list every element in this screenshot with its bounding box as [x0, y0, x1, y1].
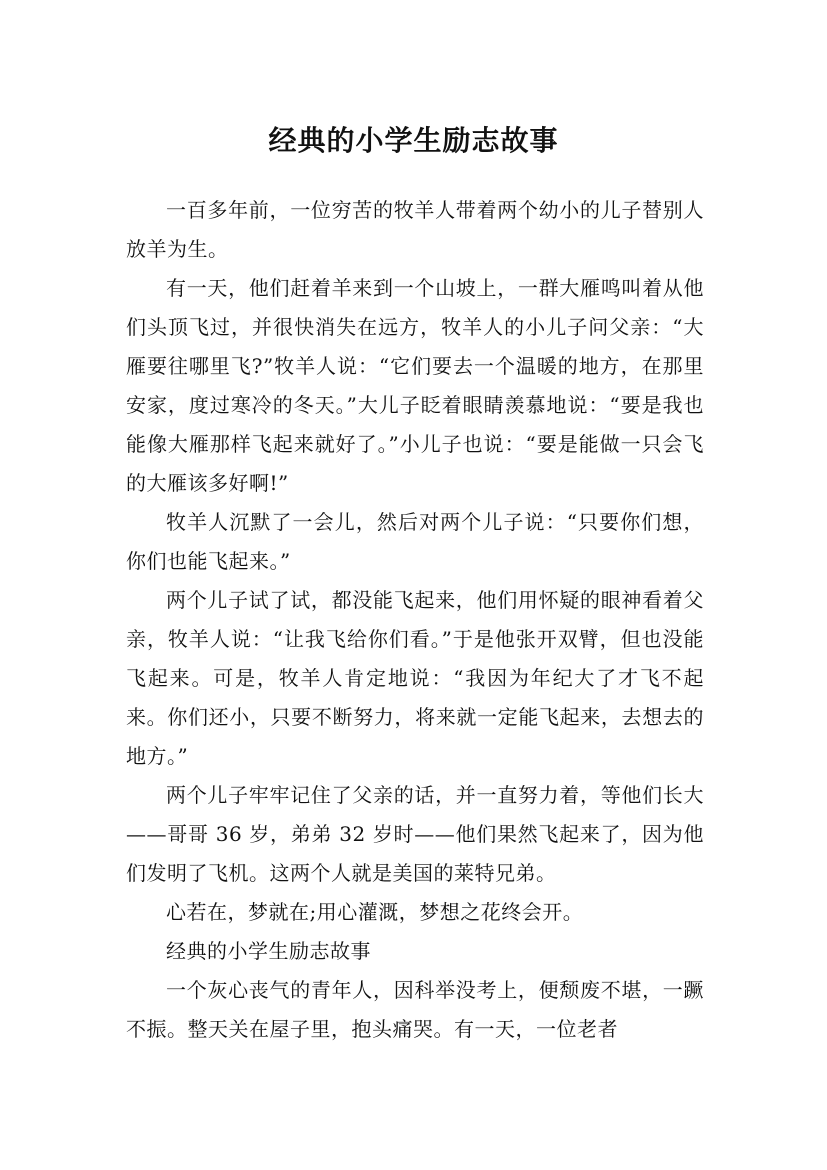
paragraph: 一个灰心丧气的青年人，因科举没考上，便颓废不堪，一蹶不振。整天关在屋子里，抱头痛哭。有一天，一位老者 [126, 978, 704, 1041]
paragraph: 心若在，梦就在;用心灌溉，梦想之花终会开。 [166, 900, 584, 924]
paragraph: 有一天，他们赶着羊来到一个山坡上，一群大雁鸣叫着从他们头顶飞过，并很快消失在远方，牧羊人的小儿子问父亲：“大雁要往哪里飞?”牧羊人说：“它们要去一个温暖的地方，在那里安家，度过寒冷的冬天。”大儿子眨着眼睛羡慕地说：“要是我也能像大雁那样飞起来就好了。”小儿子也说：“要是能做一只会飞的大雁该多好啊!” [126, 276, 704, 495]
paragraph: 牧羊人沉默了一会儿，然后对两个儿子说：“只要你们想，你们也能飞起来。” [126, 510, 704, 573]
section-heading: 经典的小学生励志故事 [166, 939, 371, 963]
document-body [126, 191, 704, 1049]
paragraph: 两个儿子牢牢记住了父亲的话，并一直努力着，等他们长大——哥哥 36 岁，弟弟 32 岁时——他们果然飞起来了，因为他们发明了飞机。这两个人就是美国的莱特兄弟。 [126, 783, 704, 885]
document-title: 经典的小学生励志故事 [268, 123, 559, 157]
paragraph: 一百多年前，一位穷苦的牧羊人带着两个幼小的儿子替别人放羊为生。 [126, 198, 704, 261]
paragraph: 两个儿子试了试，都没能飞起来，他们用怀疑的眼神看着父亲，牧羊人说：“让我飞给你们看。”于是他张开双臂，但也没能飞起来。可是，牧羊人肯定地说：“我因为年纪大了才飞不起来。你们还小，只要不断努力，将来就一定能飞起来，去想去的地方。” [126, 588, 704, 768]
